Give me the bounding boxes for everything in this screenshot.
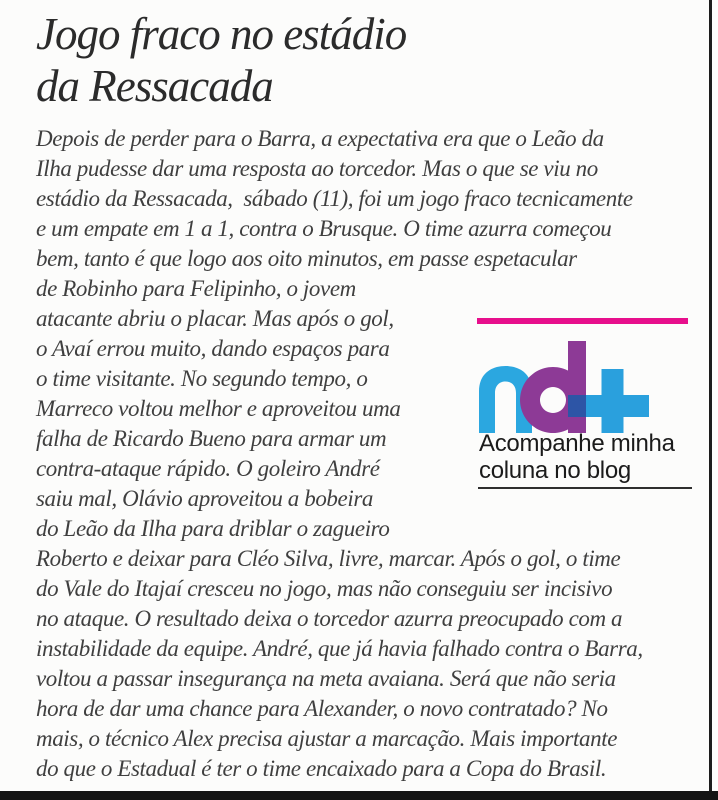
magenta-rule (477, 318, 689, 325)
paragraph-line: contra-ataque rápido. O goleiro André (36, 456, 380, 481)
paragraph-line: bem, tanto é que logo aos oito minutos, em passe espetacular (36, 246, 577, 271)
magenta-rule-bar (477, 318, 688, 324)
blog-caption-line-2: coluna no blog (479, 457, 631, 484)
paragraph-line: hora de dar uma chance para Alexander, o novo contratado? No (36, 696, 608, 721)
ndmais-logo (479, 341, 649, 433)
paragraph-line: voltou a passar insegurança na meta avaiana. Será que não seria (36, 666, 616, 691)
column-bottom-border (0, 791, 718, 800)
paragraph-line: Depois de perder para o Barra, a expectativa era que o Leão da (36, 126, 604, 151)
logo-letter-d (520, 341, 586, 433)
title-line-1: Jogo fraco no estádio (36, 9, 407, 59)
paragraph-line: Roberto e deixar para Cléo Silva, livre, marcar. Após o gol, o time (36, 546, 621, 571)
paragraph-line: do que o Estadual é ter o time encaixado para a Copa do Brasil. (36, 756, 607, 781)
paragraph-line: do Vale do Itajaí cresceu no jogo, mas não conseguiu ser incisivo (36, 576, 613, 601)
paragraph-line: saiu mal, Olávio aproveitou a bobeira (36, 486, 373, 511)
paragraph-line: mais, o técnico Alex precisa ajustar a marcação. Mais importante (36, 726, 618, 751)
logo-overlap-square (568, 395, 586, 417)
paragraph-line: o time visitante. No segundo tempo, o (36, 366, 368, 391)
paragraph-line: do Leão da Ilha para driblar o zagueiro (36, 516, 390, 541)
paragraph-line: instabilidade da equipe. André, que já havia falhado contra o Barra, (36, 636, 643, 661)
paragraph-line: falha de Ricardo Bueno para armar um (36, 426, 387, 451)
caption-underline (478, 487, 692, 489)
paragraph-line: Marreco voltou melhor e aproveitou uma (36, 396, 401, 421)
paragraph-line: o Avaí errou muito, dando espaços para (36, 336, 390, 361)
paragraph-line: estádio da Ressacada, sábado (11), foi um jogo fraco tecnicamente (36, 186, 633, 211)
article-title (36, 8, 406, 112)
paragraph-line: atacante abriu o placar. Mas após o gol, (36, 306, 394, 331)
paragraph-line: Ilha pudesse dar uma resposta ao torcedor. Mas o que se viu no (36, 156, 598, 181)
blog-caption-line-1: Acompanhe minha (479, 430, 675, 457)
paragraph-line: no ataque. O resultado deixa o torcedor azurra preocupado com a (36, 606, 623, 631)
paragraph-line: de Robinho para Felipinho, o jovem (36, 276, 356, 301)
blog-promo (477, 318, 695, 494)
logo-letter-d-stem (568, 341, 586, 433)
blog-caption (479, 430, 675, 484)
title-line-2: da Ressacada (36, 61, 273, 111)
column-right-border (709, 0, 712, 800)
logo-plus-vbar (602, 369, 624, 433)
paragraph-line: e um empate em 1 a 1, contra o Brusque. O time azurra começou (36, 216, 612, 241)
